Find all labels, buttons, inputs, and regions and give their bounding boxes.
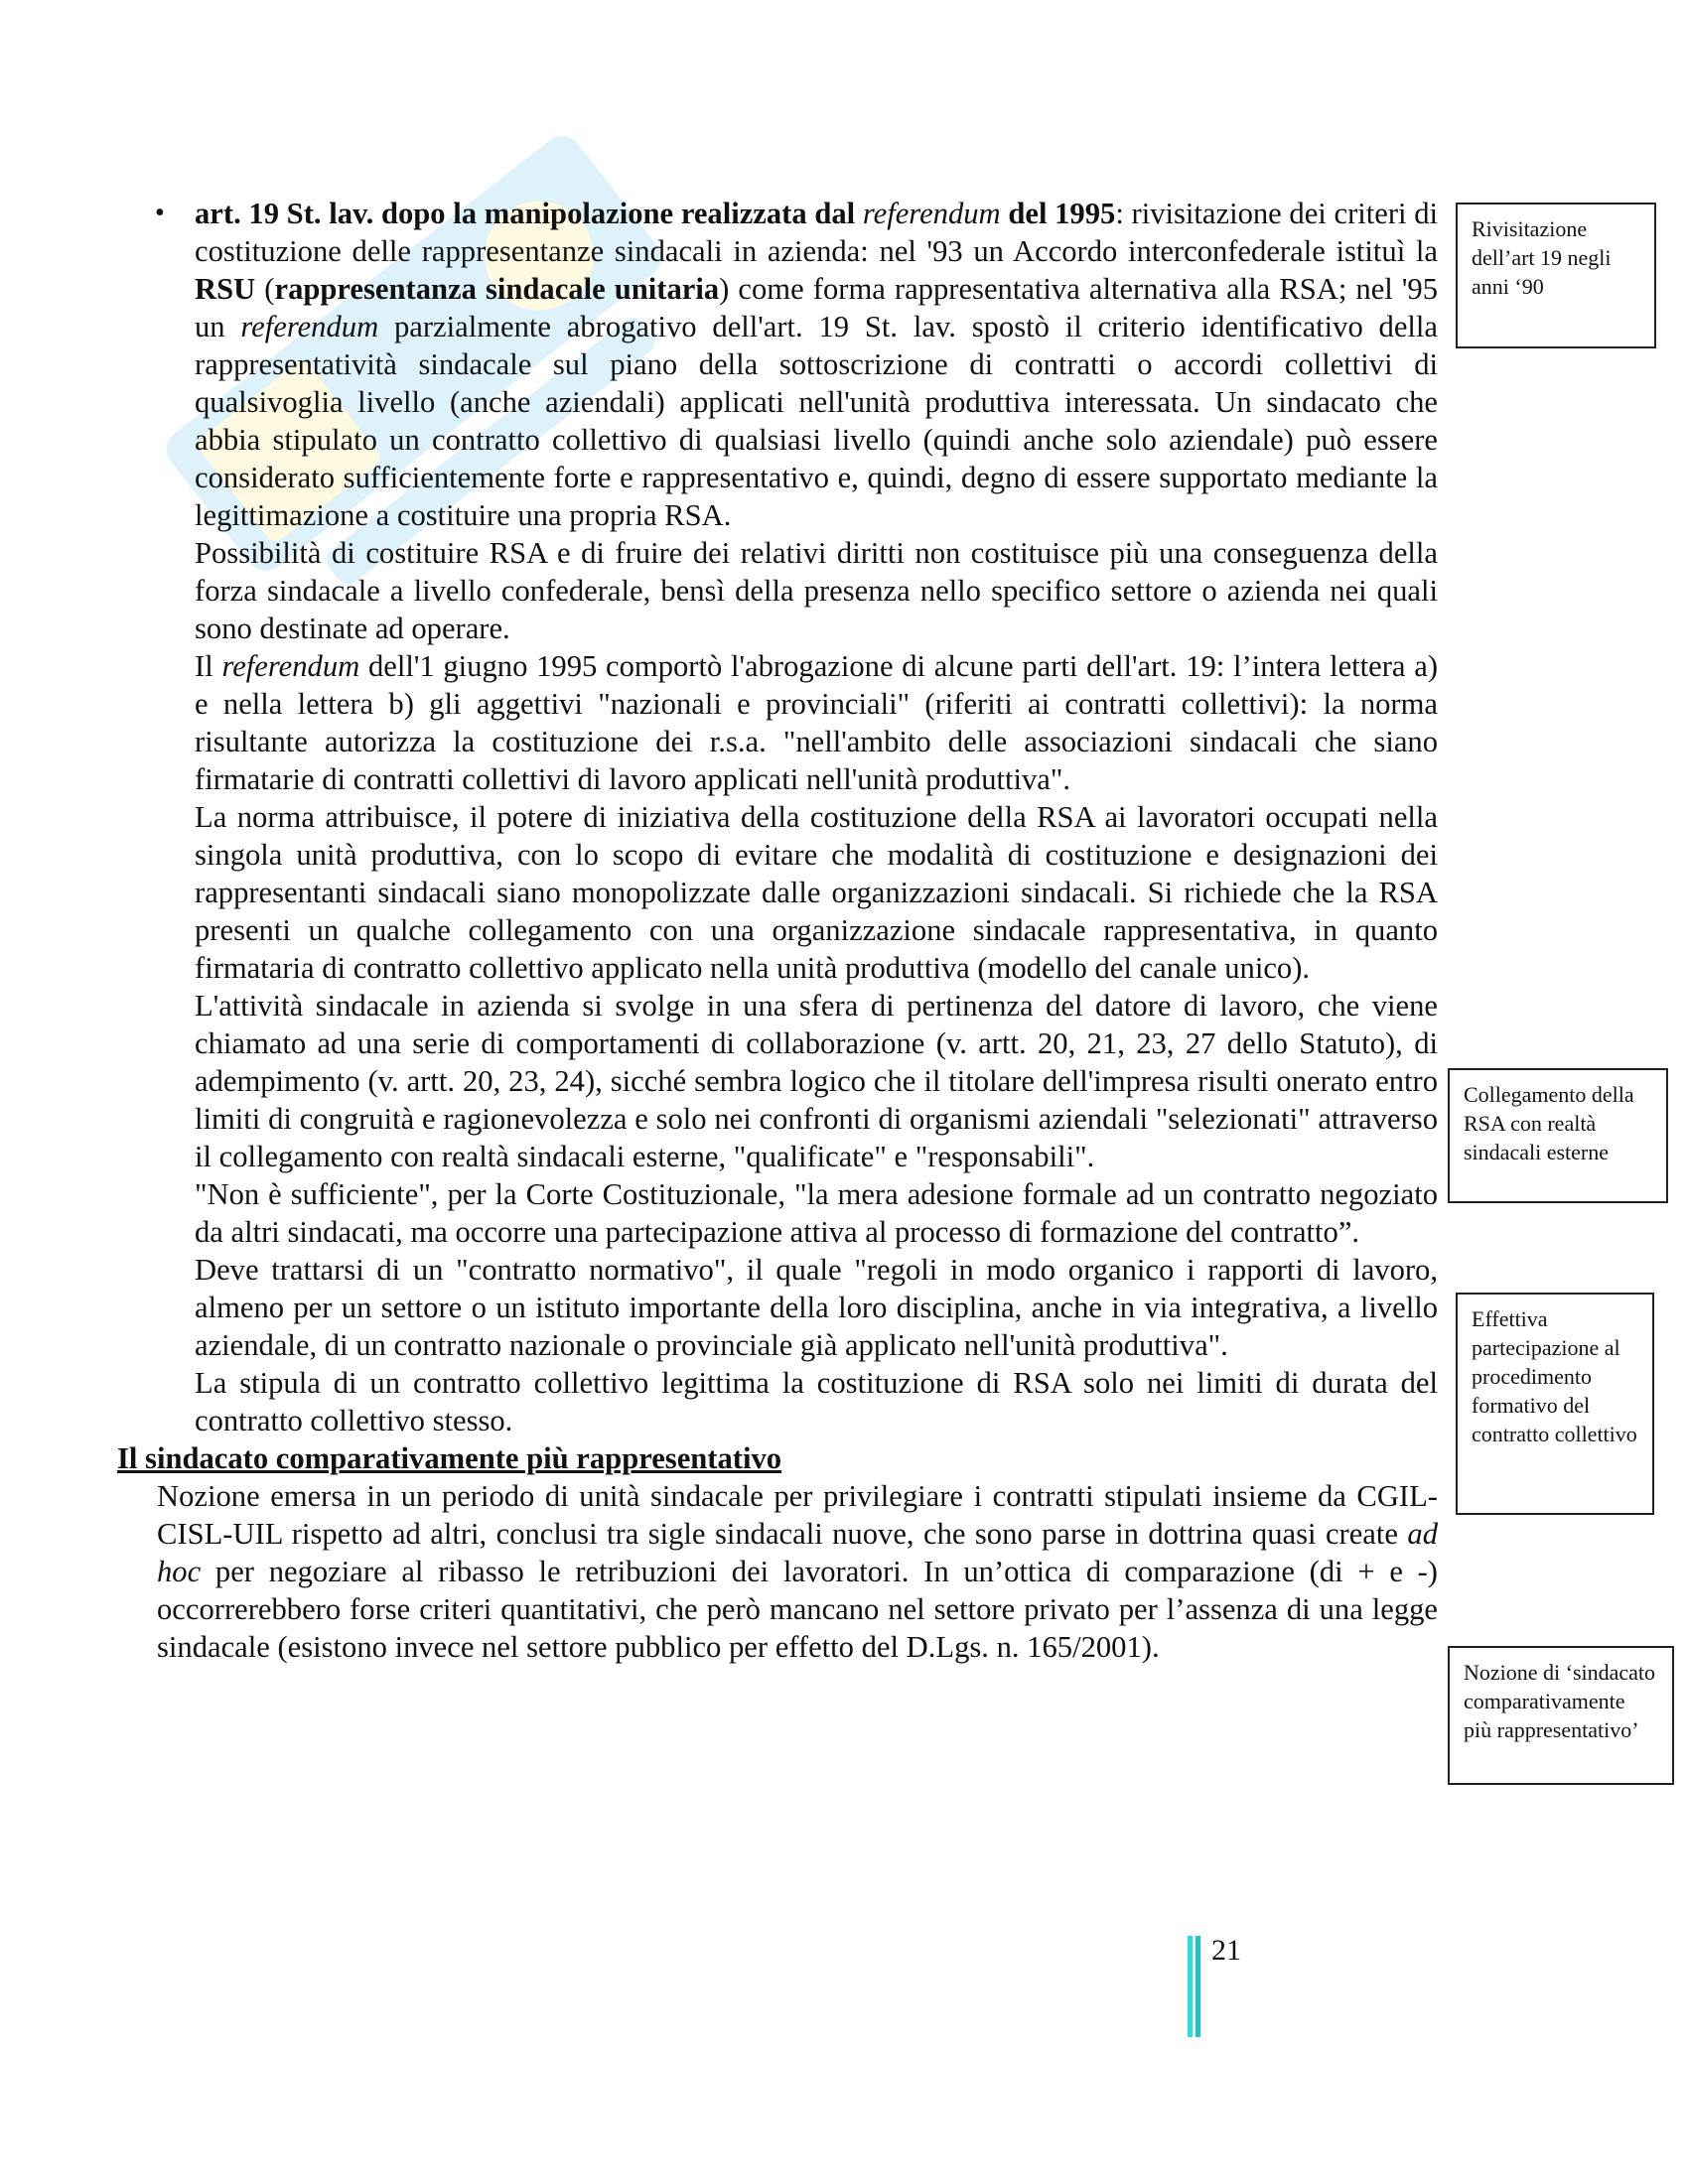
page-number: 21 [1211,1934,1241,1967]
paragraph-7: Deve trattarsi di un "contratto normativo", il quale "regoli in modo organico i rapporti di lavoro, almeno per un settore o un istituto importante della loro disciplina, anche in via integrativa, a livello aziendale, di un contratto nazionale o provinciale già applicato nell'unità produttiva". [195,1253,1438,1362]
page-number-bar [1188,1936,1193,2037]
bullet-icon: • [155,198,165,228]
margin-note-3: Effettiva partecipazione al procedimento formativo del contratto collettivo [1456,1293,1654,1515]
p3-text-b: dell'1 giugno 1995 comportò l'abrogazione di alcune parti dell'art. 19: l’intera lettera a) e nella lettera b) gli aggettivi "nazionali e provinciali" (riferiti ai contratti collettivi): la norma risultante autorizza la costituzione dei r.s.a. "nell'ambito delle associazioni sindacali che siano firmatarie di contratti collettivi di lavoro applicati nell'unità produttiva". [195,649,1439,796]
intro-text-1: : rivisitazione dei criteri di costituzione delle rappresentanze sindacali in azienda: nel '93 un Accordo interconfederale istituì la [195,197,1439,268]
margin-note-1: Rivisitazione dell’art 19 negli anni ‘90 [1456,203,1656,348]
paragraph-2: Possibilità di costituire RSA e di fruire dei relativi diritti non costituisce più una conseguenza della forza sindacale a livello confederale, bensì della presenza nello specifico settore o azienda nei quali sono destinate ad operare. [195,536,1438,645]
p3-italic: referendum [221,649,360,683]
p3-text-a: Il [195,649,213,683]
section-italic: ad hoc [157,1517,1439,1588]
section-paragraph [117,1477,1438,1666]
lead-italic: referendum [862,197,1001,230]
page-number-bar-2 [1196,1936,1200,2037]
rsu-acronym: RSU [195,272,256,306]
paragraph-4: La norma attribuisce, il potere di iniziativa della costituzione della RSA ai lavoratori occupati nella singola unità produttiva, con lo scopo di evitare che modalità di costituzione e designazioni dei rappresentanti sindacali siano monopolizzate dalle organizzazioni sindacali. Si richiede che la RSA presenti un qualche collegamento con una organizzazione sindacale rappresentativa, in quanto firmataria di contratto collettivo applicato nella unità produttiva (modello del canale unico). [195,800,1438,985]
paragraph-3 [195,647,1438,798]
section-text-2: per negoziare al ribasso le retribuzioni dei lavoratori. In un’ottica di comparazione (di + e -) occorrerebbero forse criteri quantitativi, che però mancano nel settore privato per l’assenza di una legge sindacale (esistono invece nel settore pubblico per effetto del D.Lgs. n. 165/2001). [157,1555,1438,1664]
rsu-full-name: rappresentanza sindacale unitaria [274,272,720,306]
rsu-paren: ( [264,272,275,306]
section-text-1: Nozione emersa in un periodo di unità sindacale per privilegiare i contratti stipulati insieme da CGIL-CISL-UIL rispetto ad altri, conclusi tra sigle sindacali nuove, che sono parse in dottrina quasi create [157,1479,1438,1551]
paragraph-6: "Non è sufficiente", per la Corte Costituzionale, "la mera adesione formale ad un contratto negoziato da altri sindacati, ma occorre una partecipazione attiva al processo di formazione del contratto”. [195,1177,1438,1249]
paragraph-8: La stipula di un contratto collettivo legittima la costituzione di RSA solo nei limiti di durata del contratto collettivo stesso. [195,1366,1438,1437]
section-heading: Il sindacato comparativamente più rappresentativo [117,1441,782,1475]
margin-note-4: Nozione di ‘sindacato comparativamente più rappresentativo’ [1448,1646,1674,1785]
bullet-item-art19 [117,195,1438,1439]
referendum-word: referendum [240,310,379,343]
paragraph-intro [195,195,1438,534]
paragraph-5: L'attività sindacale in azienda si svolge in una sfera di pertinenza del datore di lavoro, che viene chiamato ad una serie di comportamenti di collaborazione (v. artt. 20, 21, 23, 27 dello Statuto), di adempimento (v. artt. 20, 23, 24), sicché sembra logico che il titolare dell'impresa risulti onerato entro limiti di congruità e ragionevolezza e solo nei confronti di organismi aziendali "selezionati" attraverso il collegamento con realtà sindacali esterne, "qualificate" e "responsabili". [195,989,1438,1173]
lead-bold-2: del 1995 [1008,197,1116,230]
margin-note-2: Collegamento della RSA con realtà sindacali esterne [1448,1068,1668,1203]
intro-text-3: parzialmente abrogativo dell'art. 19 St. lav. spostò il criterio identificativo della rappresentatività sindacale sul piano della sottoscrizione di contratti o accordi collettivi di qualsivoglia livello (anche aziendali) applicati nell'unità produttiva interessata. Un sindacato che abbia stipulato un contratto collettivo di qualsiasi livello (quindi anche solo aziendale) può essere considerato sufficientemente forte e rappresentativo e, quindi, degno di essere supportato mediante la legittimazione a costituire una propria RSA. [195,310,1439,532]
main-content [117,195,1438,1666]
intro-text-2: ) come forma rappresentativa alternativa alla RSA; nel '95 un [195,272,1438,343]
lead-bold-1: art. 19 St. lav. dopo la manipolazione realizzata dal [195,197,856,230]
